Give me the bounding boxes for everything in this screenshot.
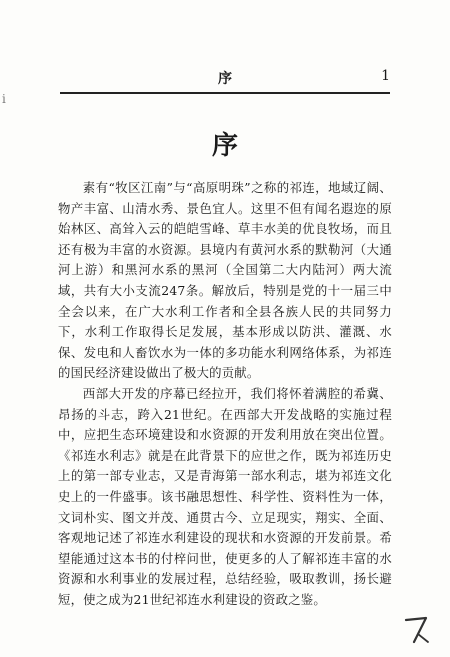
- handwritten-mark: [400, 612, 434, 648]
- header-rule: [60, 92, 390, 94]
- chapter-title: 序: [211, 131, 238, 161]
- page-header: [60, 66, 390, 88]
- paragraph-2: 西部大开发的序幕已经拉开，我们将怀着满腔的希冀、昂扬的斗志，跨入21世纪。在西部大开发战略的实施过程中，应把生态环境建设和水资源的开发利用放在突出位置。《祁连水利志》就是在此背景下的应世之作，既为祁连历史上的第一部专业志，又是青海第一部水利志，堪为祁连文化史上的一件盛事。该书融思想性、科学性、资料性为一体，文词朴实、图文并茂、通贯古今、立足现实，翔实、全面、客观地记述了祁连水利建设的现状和水资源的开发前景。希望能通过这本书的付梓问世，使更多的人了解祁连丰富的水资源和水利事业的发展过程，总结经验，吸取教训，扬长避短，使之成为21世纪祁连水利建设的资政之鉴。: [58, 385, 392, 607]
- paragraph-1: 素有“牧区江南”与“高原明珠”之称的祁连，地域辽阔、物产丰富、山清水秀、景色宜人。这里不但有闻名遐迩的原始林区、高耸入云的皑皑雪峰、草丰水美的优良牧场，而且还有极为丰富的水资源。县境内有黄河水系的默勒河（大通河上游）和黑河水系的黑河（全国第二大内陆河）两大流域，共有大小支流247条。解放后，特别是党的十一届三中全会以来，在广大水利工作者和全县各族人民的共同努力下，水利工作取得长足发展，基本形成以防洪、灌溉、水保、发电和人畜饮水为一体的多功能水利网络体系，为祁连的国民经济建设做出了极大的贡献。: [58, 180, 392, 381]
- page-number: 1: [381, 68, 390, 84]
- margin-scan-mark: ⅰ: [2, 92, 6, 106]
- running-title: 序: [218, 71, 234, 87]
- body-text: [58, 178, 392, 610]
